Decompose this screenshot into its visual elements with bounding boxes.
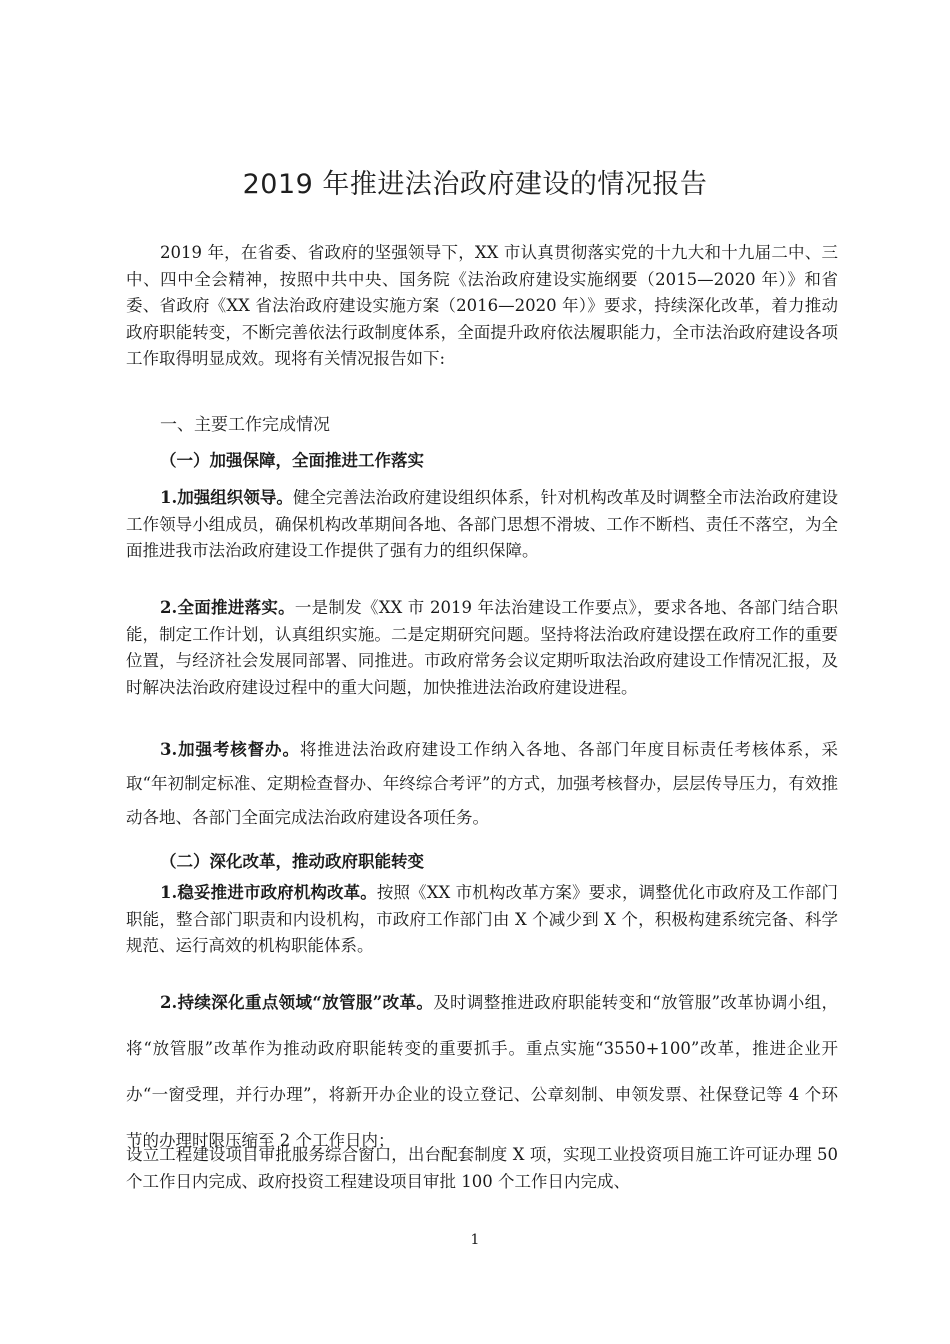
paragraph-lead: 1.稳妥推进市政府机构改革。 bbox=[160, 883, 377, 902]
subsection-heading-2: （二）深化改革，推动政府职能转变 bbox=[160, 852, 424, 871]
paragraph-assessment bbox=[126, 733, 838, 835]
paragraph-lead: 2.持续深化重点领域“放管服”改革。 bbox=[160, 993, 434, 1012]
section-heading-1: 一、主要工作完成情况 bbox=[160, 415, 330, 435]
paragraph-body: 及时调整推进政府职能转变和“放管服”改革协调小组，将“放管服”改革作为推动政府职能转变的重要抓手。重点实施“3550+100”改革，推进企业开办“一窗受理，并行办理”，将新开办企业的设立登记、公章刻制、申领发票、社保登记等 4 个环节的办理时限压缩至 2 个工作日内； bbox=[126, 993, 838, 1150]
paragraph-fangguanfu-reform bbox=[126, 980, 838, 1164]
paragraph-organization bbox=[126, 485, 838, 565]
paragraph-body: 一是制发《XX 市 2019 年法治建设工作要点》，要求各地、各部门结合职能，制定工作计划，认真组织实施。二是定期研究问题。坚持将法治政府建设摆在政府工作的重要位置，与经济社会发展同部署、同推进。市政府常务会议定期听取法治政府建设工作情况汇报，及时解决法治政府建设过程中的重大问题，加快推进法治政府建设进程。 bbox=[126, 598, 838, 697]
paragraph-institutional-reform bbox=[126, 880, 838, 960]
intro-paragraph: 2019 年，在省委、省政府的坚强领导下，XX 市认真贯彻落实党的十九大和十九届二中、三中、四中全会精神，按照中共中央、国务院《法治政府建设实施纲要（2015—2020 年）》和省委、省政府《XX 省法治政府建设实施方案（2016—2020 年）》要求，持续深化改革，着力推动政府职能转变，不断完善依法行政制度体系，全面提升政府依法履职能力，全市法治政府建设各项工作取得明显成效。现将有关情况报告如下: bbox=[126, 243, 838, 368]
paragraph-continuation: 设立工程建设项目审批服务综合窗口，出台配套制度 X 项，实现工业投资项目施工许可证办理 50 个工作日内完成、政府投资工程建设项目审批 100 个工作日内完成、 bbox=[126, 1145, 838, 1191]
paragraph-lead: 2.全面推进落实。 bbox=[160, 598, 295, 617]
page-number: 1 bbox=[470, 1232, 480, 1248]
paragraph-lead: 1.加强组织领导。 bbox=[160, 488, 293, 507]
paragraph-body: 将推进法治政府建设工作纳入各地、各部门年度目标责任考核体系，采取“年初制定标准、定期检查督办、年终综合考评”的方式，加强考核督办，层层传导压力，有效推动各地、各部门全面完成法治政府建设各项任务。 bbox=[126, 740, 839, 827]
document-title: 2019 年推进法治政府建设的情况报告 bbox=[242, 169, 708, 200]
paragraph-body: 健全完善法治政府建设组织体系，针对机构改革及时调整全市法治政府建设工作领导小组成员，确保机构改革期间各地、各部门思想不滑坡、工作不断档、责任不落空，为全面推进我市法治政府建设工作提供了强有力的组织保障。 bbox=[126, 488, 839, 560]
subsection-heading-1: （一）加强保障，全面推进工作落实 bbox=[160, 451, 424, 470]
paragraph-lead: 3.加强考核督办。 bbox=[160, 740, 300, 759]
paragraph-implementation bbox=[126, 595, 838, 701]
paragraph-body: 按照《XX 市机构改革方案》要求，调整优化市政府及工作部门职能，整合部门职责和内设机构，市政府工作部门由 X 个减少到 X 个，积极构建系统完备、科学规范、运行高效的机构职能体系。 bbox=[126, 883, 838, 955]
